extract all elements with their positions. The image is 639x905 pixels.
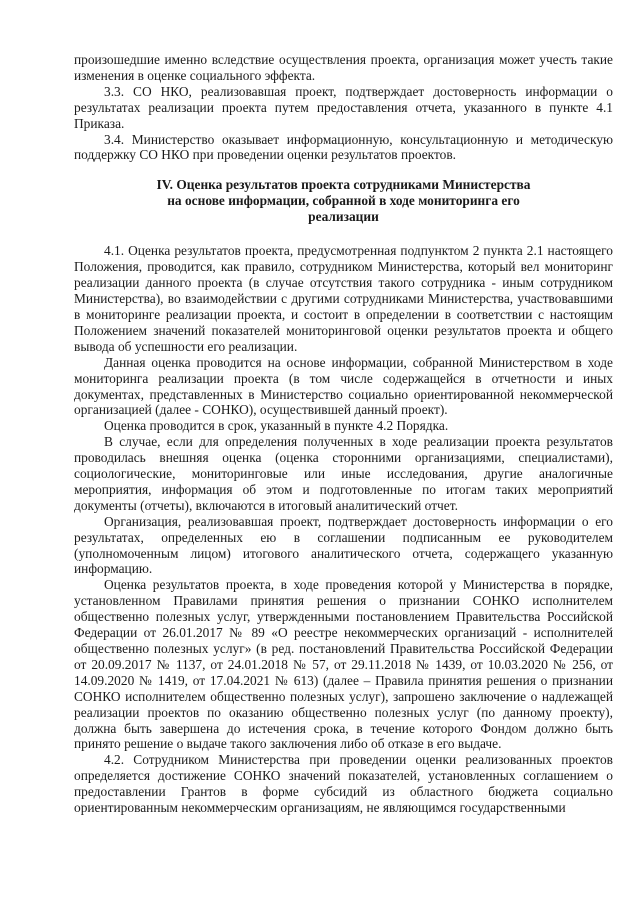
- section-heading-line-2: на основе информации, собранной в ходе мониторинга его: [167, 193, 520, 209]
- paragraph-assessment-deadline: Оценка проводится в срок, указанный в пункте 4.2 Порядка.: [104, 418, 449, 434]
- section-heading-line-1: IV. Оценка результатов проекта сотрудниками Министерства: [156, 177, 531, 193]
- paragraph-4-1: 4.1. Оценка результатов проекта, предусмотренная подпунктом 2 пункта 2.1 настоящего Положения, проводится, как правило, сотрудником Министерства, который вел мониторинг реализации данного проекта (в случае отсутствия такого сотрудника - иным сотрудником Министерства), во взаимодействии с другими сотрудниками Министерства, участвовавшими в мониторинге реализации проекта, и состоит в определении в соответствии с настоящим Положением значений показателей мониторинговой оценки результатов проекта и общего вывода об успешности его реализации.: [74, 243, 613, 354]
- paragraph-assessment-rules: Оценка результатов проекта, в ходе проведения которой у Министерства в порядке, установленном Правилами принятия решения о признании СОНКО исполнителем общественно полезных услуг, утвержденными постановлением Правительства Российской Федерации от 26.01.2017 № 89 «О реестре некоммерческих организаций - исполнителей общественно полезных услуг» (в ред. постановлений Правительства Российской Федерации от 20.09.2017 № 1137, от 24.01.2018 № 57, от 29.11.2018 № 1439, от 10.03.2020 № 256, от 14.09.2020 № 1419, от 17.04.2021 № 613) (далее – Правила принятия решения о признании СОНКО исполнителем общественно полезных услуг), запрошено заключение о надлежащей реализации проектов по оказанию общественно полезных услуг (по данному проекту), должна быть завершена до истечения срока, в течение которого Фондом должно быть принято решение о выдаче такого заключения либо об отказе в его выдаче.: [74, 577, 613, 752]
- paragraph-organization-confirmation: Организация, реализовавшая проект, подтверждает достоверность информации о его результатах, определенных ею в соглашении подписанным ее руководителем (уполномоченным лицом) итогового аналитического отчета, содержащего указанную информацию.: [74, 513, 613, 577]
- paragraph-continuation: произошедшие именно вследствие осуществления проекта, организация может учесть такие изменения в оценке социального эффекта.: [74, 52, 613, 83]
- paragraph-3-4: 3.4. Министерство оказывает информационную, консультационную и методическую поддержку СО НКО при проведении оценки результатов проектов.: [74, 131, 613, 163]
- paragraph-assessment-basis: Данная оценка проводится на основе информации, собранной Министерством в ходе мониторинга реализации проекта (в том числе содержащейся в отчетности и иных документах, представленных в Министерство социально ориентированной некоммерческой организацией (далее - СОНКО), осуществившей данный проект).: [74, 354, 613, 418]
- paragraph-3-3: 3.3. СО НКО, реализовавшая проект, подтверждает достоверность информации о результатах реализации проекта путем предоставления отчета, указанного в пункте 4.1 Приказа.: [74, 83, 613, 131]
- section-heading: [74, 177, 613, 225]
- paragraph-external-assessment: В случае, если для определения полученных в ходе реализации проекта результатов проводилась внешняя оценка (оценка сторонними организациями, специалистами), социологические, мониторинговые или иные исследования, другие аналогичные мероприятия, информация об этом и подготовленные по итогам таких мероприятий документы (отчеты), включаются в итоговый аналитический отчет.: [74, 434, 613, 513]
- paragraph-4-2: 4.2. Сотрудником Министерства при проведении оценки реализованных проектов определяется достижение СОНКО значений показателей, установленных соглашением о предоставлении Грантов в форме субсидий из областного бюджета социально ориентированным некоммерческим организациям, не являющимся государственными: [74, 752, 613, 816]
- section-heading-line-3: реализации: [308, 209, 379, 225]
